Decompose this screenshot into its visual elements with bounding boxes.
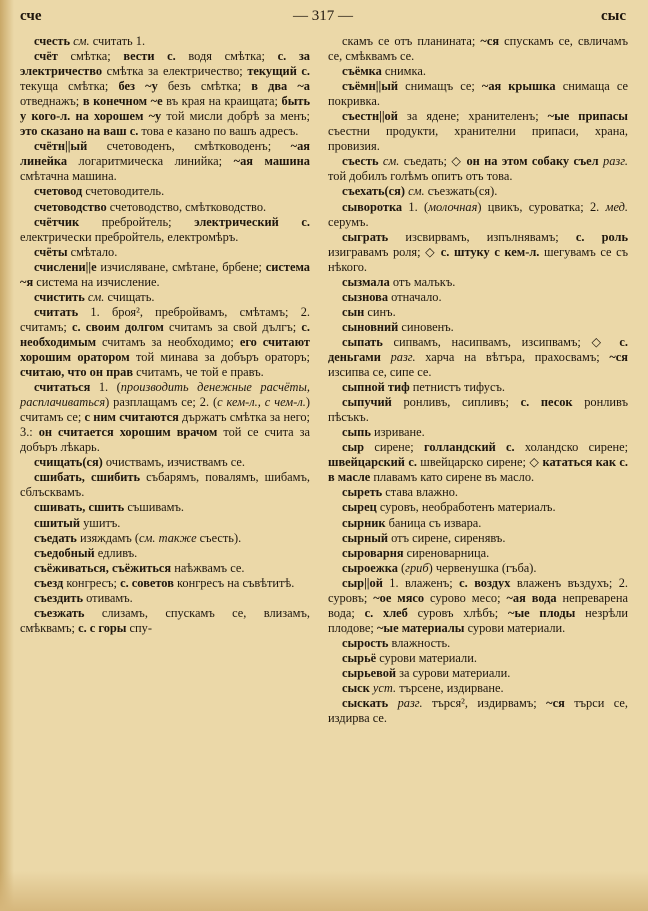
dictionary-entry: сыск уст. търсене, издирване. <box>342 681 504 696</box>
dictionary-entry: сыновний синовенъ. <box>342 319 454 334</box>
dictionary-entry: сыпучий ронливъ, сипливъ; с. песок ронливъ пѣсъкъ. <box>328 395 628 425</box>
left-column <box>20 34 310 636</box>
dictionary-entry: съесть см. съедать; ◇ он на этом собаку съел разг. той добилъ голѣмъ опитъ отъ това. <box>328 154 628 184</box>
dictionary-entry: счетовод счетоводитель. <box>34 184 165 199</box>
dictionary-entry: счёты смѣтало. <box>34 244 118 259</box>
dictionary-entry: счетоводство счетоводство, смѣтководство. <box>34 199 267 214</box>
dictionary-entry: сыр сирене; голландский с. холандско сирене; швейцарский с. швейцарско сирене; ◇ кататься как с. в масле плавамъ като сирене въ масло. <box>328 440 629 485</box>
dictionary-entry: счислени||е изчисляване, смѣтане, брбене; система ~я система на изчисление. <box>20 259 310 289</box>
dictionary-entry: сырьевой за сурови материали. <box>342 665 511 680</box>
dictionary-entry: сыроварня сиреноварница. <box>342 545 490 560</box>
dictionary-entry: сыскать разг. търся², издирвамъ; ~ся търси се, издирва се. <box>328 696 628 726</box>
dictionary-entry: счётн||ый счетоводенъ, смѣтководенъ; ~ая линейка логаритмическа линийка; ~ая машина смѣтачна машина. <box>20 139 310 184</box>
header-right-guide-word: сыс <box>600 8 626 24</box>
dictionary-entry: съедать изяждамъ (см. также съесть). <box>34 530 242 545</box>
dictionary-entry: сызмала отъ малъкъ. <box>342 274 456 289</box>
dictionary-entry: сыпать сипвамъ, насипвамъ, изсипвамъ; ◇ с. деньгами разг. харча на вѣтъра, прахосвамъ; ~ся изсипва се, сипе се. <box>328 334 628 380</box>
dictionary-entry: съездить отивамъ. <box>34 590 133 605</box>
dictionary-entry: сырость влажность. <box>342 635 451 650</box>
dictionary-entry: сыграть изсвирвамъ, изпълнявамъ; с. роль изигравамъ роля; ◇ с. штуку с кем-л. шегувамъ се съ нѣкого. <box>328 229 629 274</box>
dictionary-entry: съестн||ой за ядене; хранителенъ; ~ые припасы съестни продукти, хранителни припаси, храна, провизия. <box>328 109 628 154</box>
dictionary-entry: счесть см. считать 1. <box>34 34 146 48</box>
dictionary-entry: сын синъ. <box>342 304 396 319</box>
dictionary-entry: сырьё сурови материали. <box>342 650 477 665</box>
dictionary-entry: сыпной тиф петнистъ тифусъ. <box>342 380 505 395</box>
dictionary-entry: сырный отъ сирене, сиренявъ. <box>342 530 506 545</box>
dictionary-entry: считаться 1. (производить денежные расчёты, расплачиваться) разплащамъ се; 2. (с кем-л., с чем-л.) считамъ се; с ним считаются държатъ смѣтка за него; 3.: он считается хорошим врачом той се счита за добъръ лѣкарь. <box>20 380 310 455</box>
dictionary-entry: сызнова отначало. <box>342 289 442 304</box>
dictionary-entry: сыроежка (гриб) червенушка (гъба). <box>342 560 537 575</box>
dictionary-entry: сыреть става влажно. <box>342 485 459 500</box>
dictionary-entry: сыпь изриване. <box>342 425 425 440</box>
page-shadow-bottom <box>0 871 648 911</box>
dictionary-entry: сшивать, сшить съшивамъ. <box>34 500 184 515</box>
right-column <box>328 34 628 726</box>
dictionary-entry: счистить см. счищать. <box>34 289 155 304</box>
dictionary-entry: сырец суровъ, необработенъ материалъ. <box>342 500 556 515</box>
dictionary-entry: считать 1. броя², пребройвамъ, смѣтамъ; 2. считамъ; с. своим долгом считамъ за свой дългъ; с. необходимым считамъ за необходимо; его считают хорошим оратором той минава за добъръ ораторъ; считаю, что он прав считамъ, че той е правъ. <box>20 304 310 380</box>
page-shadow-left <box>0 0 14 911</box>
dictionary-entry: сырник баница съ извара. <box>342 515 482 530</box>
dictionary-entry: сыр||ой 1. влаженъ; с. воздух влаженъ въздухъ; 2. суровъ; ~ое мясо сурово месо; ~ая вода непреварена вода; с. хлеб суровъ хлѣбъ; ~ые плоды незрѣли плодове; ~ые материалы сурови материали. <box>328 575 629 635</box>
dictionary-entry: сшитый ушитъ. <box>34 515 121 530</box>
dictionary-entry: сшибать, сшибить събарямъ, повалямъ, шибамъ, сблъсквамъ. <box>20 470 310 500</box>
page-number: — 317 — <box>293 8 353 24</box>
dictionary-entry: съезд конгресъ; с. советов конгресъ на съвѣтитѣ. <box>34 575 295 590</box>
page-header <box>20 6 626 30</box>
dictionary-entry: съехать(ся) см. съезжать(ся). <box>342 184 498 199</box>
dictionary-entry: сыворотка 1. (молочная) цвикъ, суроватка; 2. мед. серумъ. <box>328 199 628 229</box>
dictionary-entry: съёживаться, съёжиться наѣжвамъ се. <box>34 560 245 575</box>
dictionary-entry: съёмн||ый снимащъ се; ~ая крышка снимаща се покривка. <box>328 79 628 109</box>
header-left-guide-word: сче <box>20 8 42 24</box>
dictionary-entry: скамъ се отъ планината; ~ся спускамъ се, свличамъ се, смѣквамъ се. <box>328 34 628 64</box>
dictionary-entry: счётчик пребройтель; электрический с. електрически пребройтель, електромѣръ. <box>20 214 310 244</box>
dictionary-entry: съёмка снимка. <box>342 64 426 79</box>
dictionary-entry: счёт смѣтка; вести с. водя смѣтка; с. за электричество смѣтка за електричество; текущий с. текуща смѣтка; без ~у безъ смѣтка; в два ~а отведнажъ; в конечном ~е въ края на краищата; быть у кого-л. на хорошем ~у той мисли добрѣ за менъ; это сказано на ваш с. това е казано по вашъ адресъ. <box>20 49 311 139</box>
dictionary-entry: счищать(ся) очиствамъ, изчиствамъ се. <box>34 455 246 470</box>
dictionary-entry: съедобный едливъ. <box>34 545 138 560</box>
dictionary-entry: съезжать слизамъ, спускамъ се, влизамъ, смѣквамъ; с. с горы спу- <box>20 605 310 635</box>
